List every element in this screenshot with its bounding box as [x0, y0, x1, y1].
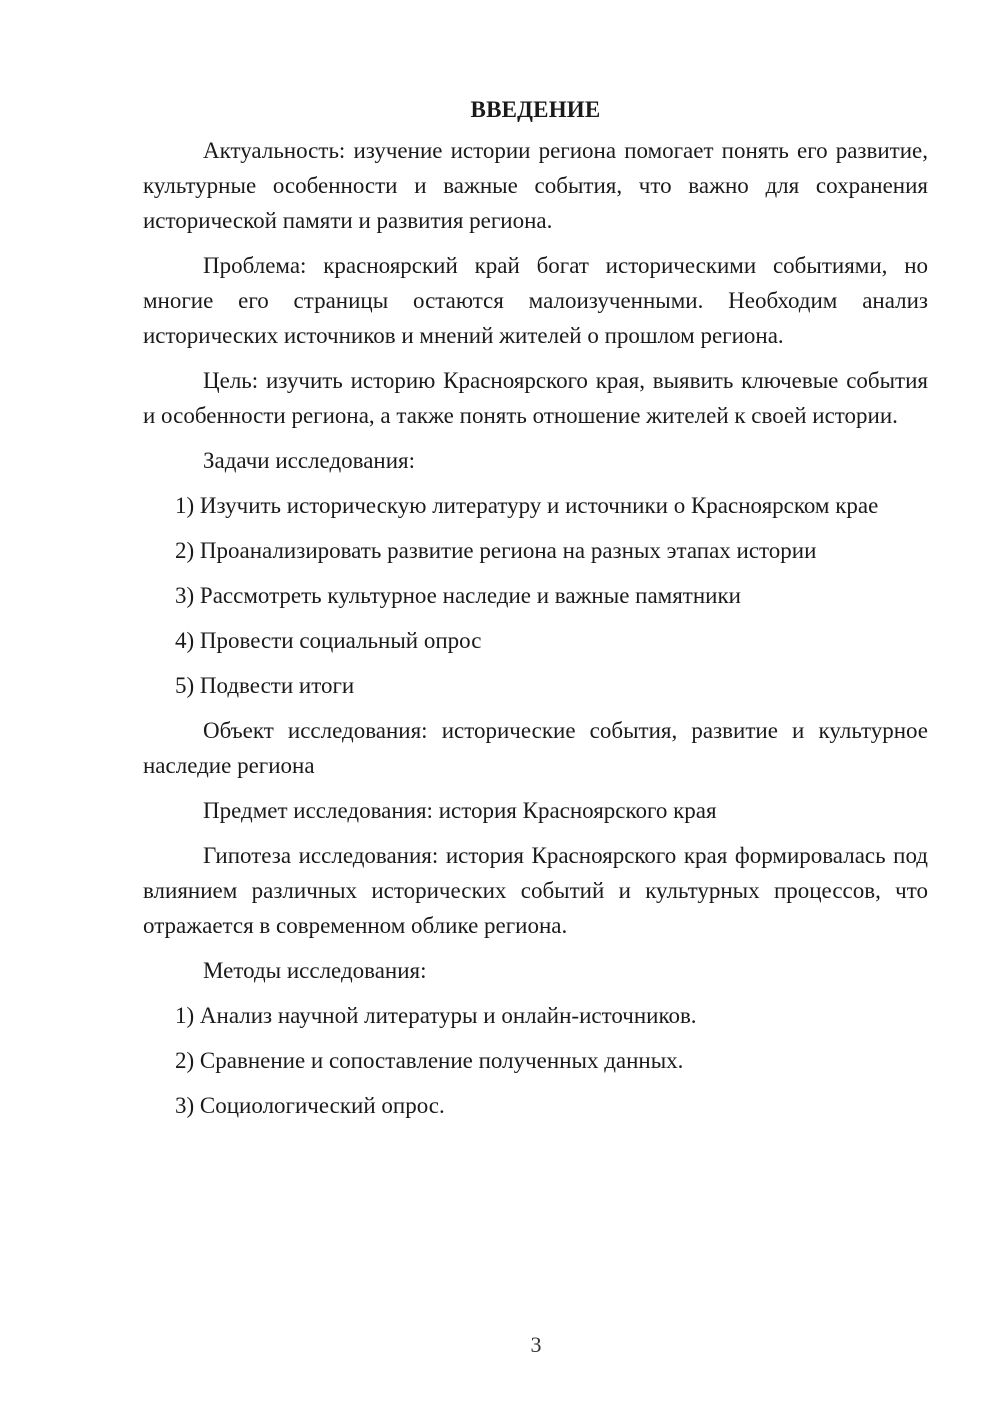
object-paragraph: Объект исследования: исторические события, развитие и культурное наследие региона [143, 718, 928, 778]
methods-heading: Методы исследования: [203, 958, 427, 983]
method-item: 1) Анализ научной литературы и онлайн-источников. [175, 1003, 697, 1028]
hypothesis-paragraph: Гипотеза исследования: история Красноярского края формировалась под влиянием различных исторических событий и культурных процессов, что отражается в современном облике региона. [143, 843, 928, 938]
page-number: 3 [530, 1332, 542, 1357]
method-item: 2) Сравнение и сопоставление полученных данных. [175, 1048, 684, 1073]
task-item: 4) Провести социальный опрос [175, 628, 482, 653]
subject-paragraph: Предмет исследования: история Красноярского края [203, 798, 717, 823]
problem-paragraph: Проблема: красноярский край богат историческими событиями, но многие его страницы остаются малоизученными. Необходим анализ исторических источников и мнений жителей о прошлом региона. [143, 253, 928, 348]
document-page [143, 92, 928, 1123]
relevance-paragraph: Актуальность: изучение истории региона помогает понять его развитие, культурные особенности и важные события, что важно для сохранения исторической памяти и развития региона. [143, 138, 928, 233]
task-item: 1) Изучить историческую литературу и источники о Красноярском крае [175, 493, 879, 518]
task-item: 2) Проанализировать развитие региона на разных этапах истории [175, 538, 817, 563]
tasks-heading: Задачи исследования: [203, 448, 416, 473]
task-item: 5) Подвести итоги [175, 673, 355, 698]
goal-paragraph: Цель: изучить историю Красноярского края, выявить ключевые события и особенности региона, а также понять отношение жителей к своей истории. [143, 368, 928, 428]
page-title: ВВЕДЕНИЕ [470, 97, 601, 122]
task-item: 3) Рассмотреть культурное наследие и важные памятники [175, 583, 741, 608]
method-item: 3) Социологический опрос. [175, 1093, 445, 1118]
